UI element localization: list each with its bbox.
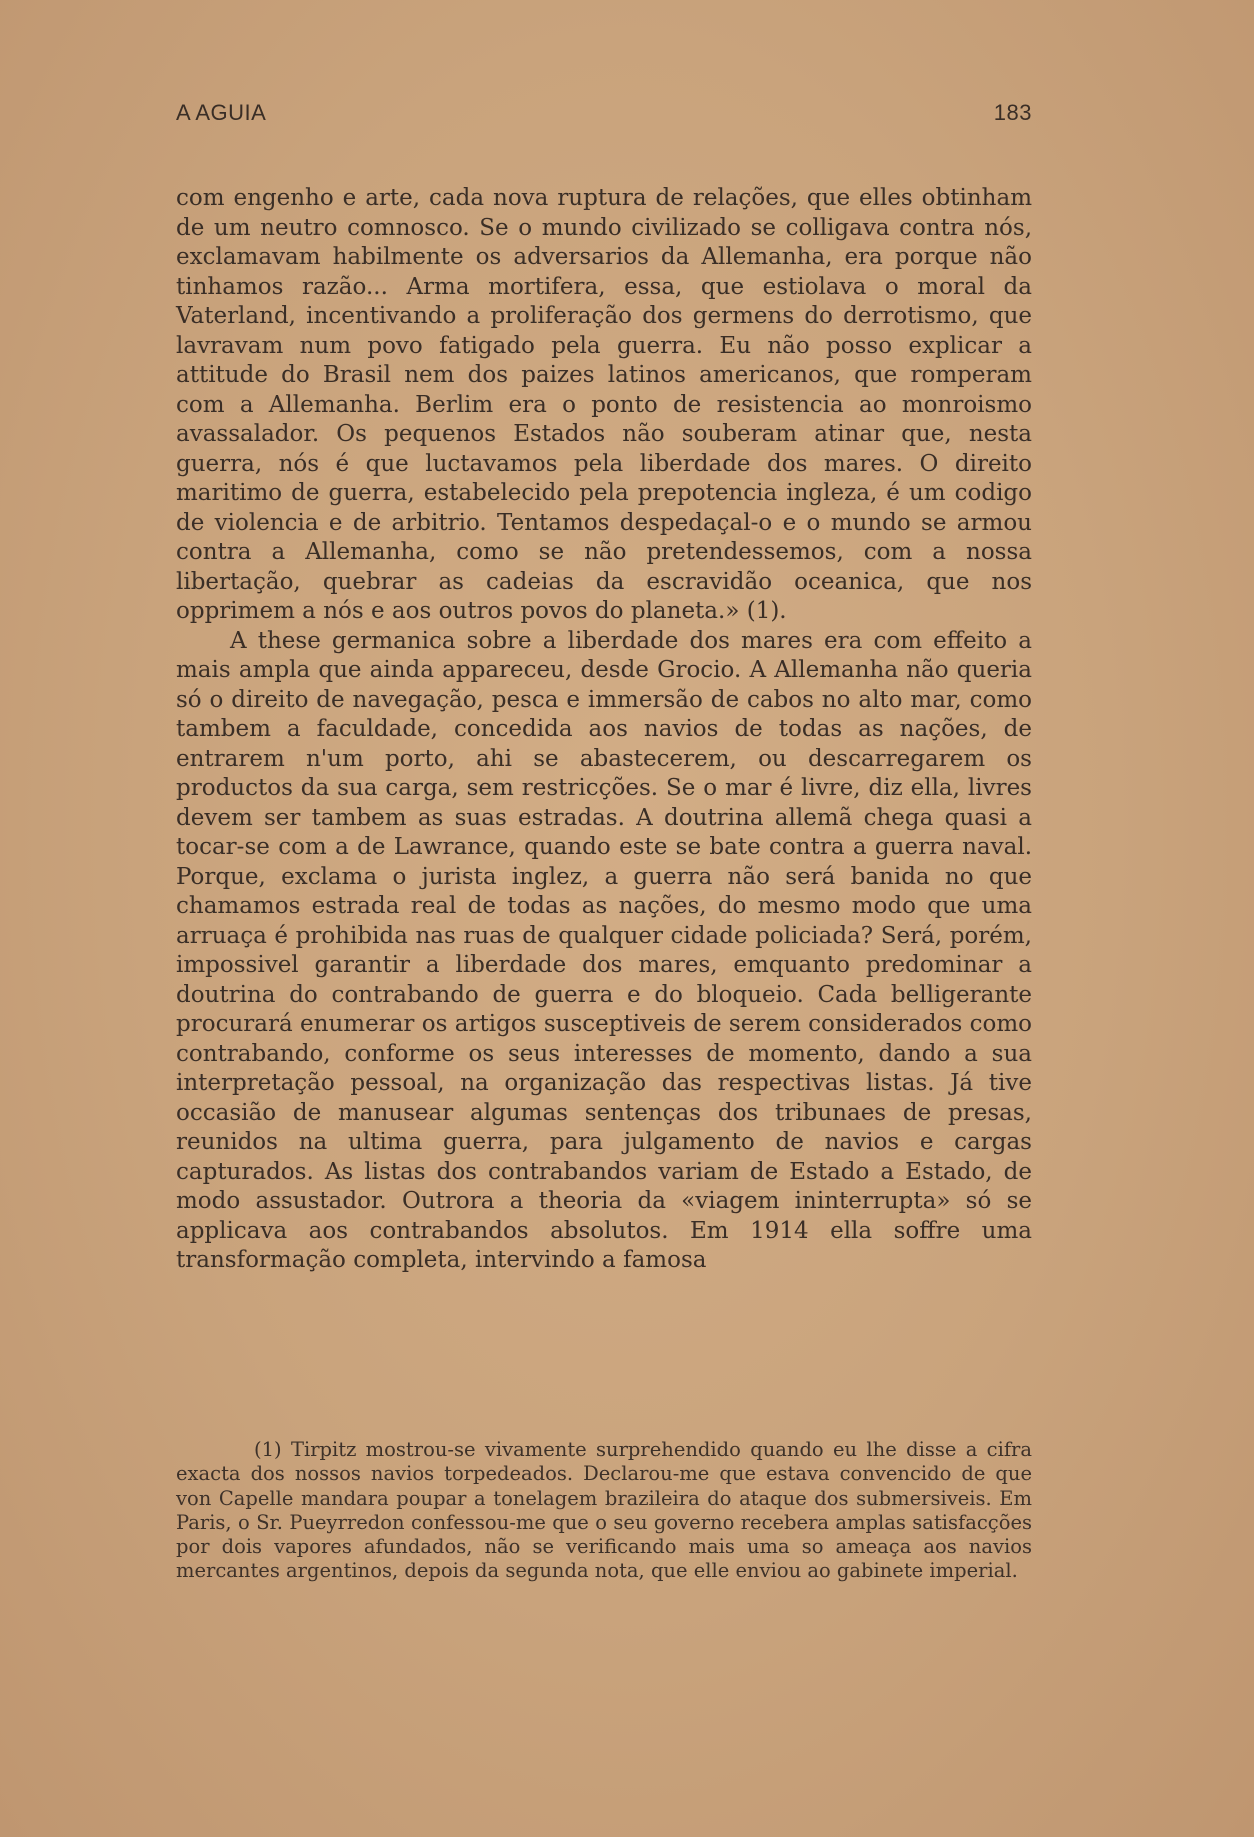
paragraph-1-text: com engenho e arte, cada nova ruptura de relações, que elles obtinham de um neutro comnosco. Se o mundo civilizado se colligava contra nós, exclamavam habilmente os adversarios da Allemanha, era porque não tinhamos razão... Arma mortifera, essa, que estiolava o moral da Vaterland, incentivando a proliferação dos germens do derrotismo, que lavravam num povo fatigado pela guerra. Eu não posso explicar a attitude do Brasil nem dos paizes latinos americanos, que romperam com a Allemanha. Berlim era o ponto de resistencia ao monroismo avassalador. Os pequenos Estados não souberam atinar que, nesta guerra, nós é que luctavamos pela liberdade dos mares. O direito maritimo de guerra, estabelecido pela prepotencia ingleza, é um codigo de violencia e de arbitrio. Tentamos despedaçal-o e o mundo se armou contra a Allemanha, como se não pretendessemos, com a nossa libertação, quebrar as cadeias da escravidão oceanica, que nos opprimem a nós e aos outros povos do planeta.» [176, 185, 1032, 624]
footnote [176, 1438, 1032, 1584]
paragraph-2: A these germanica sobre a liberdade dos mares era com effeito a mais ampla que ainda appareceu, desde Grocio. A Allemanha não queria só o direito de navegação, pesca e immersão de cabos no alto mar, como tambem a faculdade, concedida aos navios de todas as nações, de entrarem n'um porto, ahi se abastecerem, ou descarregarem os productos da sua carga, sem restricções. Se o mar é livre, diz ella, livres devem ser tambem as suas estradas. A doutrina allemã chega quasi a tocar-se com a de Lawrance, quando este se bate contra a guerra naval. Porque, exclama o jurista inglez, a guerra não será banida no que chamamos estrada real de todas as nações, do mesmo modo que uma arruaça é prohibida nas ruas de qualquer cidade policiada? Será, porém, impossivel garantir a liberdade dos mares, emquanto predominar a doutrina do contrabando de guerra e do bloqueio. Cada belligerante procurará enumerar os artigos susceptiveis de serem considerados como contrabando, conforme os seus interesses de momento, dando a sua interpretação pessoal, na organização das respectivas listas. Já tive occasião de manusear algumas sentenças dos tribunaes de presas, reunidos na ultima guerra, para julgamento de navios e cargas capturados. As listas dos contrabandos variam de Estado a Estado, de modo assustador. Outrora a theoria da «viagem ininterrupta» só se applicava aos contrabandos absolutos. Em 1914 ella soffre uma transformação completa, intervindo a famosa [176, 627, 1032, 1273]
footnote-marker: (1) [254, 1438, 282, 1461]
body-text [176, 184, 1032, 1276]
running-head [176, 100, 1032, 132]
running-title: A AGUIA [176, 100, 267, 125]
paragraph-1 [176, 184, 1032, 627]
page-number: 183 [993, 100, 1032, 125]
footnote-reference: (1). [746, 598, 787, 624]
footnote-text: Tirpitz mostrou-se vivamente surprehendido quando eu lhe disse a cifra exacta dos nossos navios torpedeados. Declarou-me que estava convencido de que von Capelle mandara poupar a tonelagem brazileira do ataque dos submersiveis. Em Paris, o Sr. Pueyrredon confessou-me que o seu governo recebera amplas satisfacções por dois vapores afundados, não se verificando mais uma so ameaça aos navios mercantes argentinos, depois da segunda nota, que elle enviou ao gabinete imperial. [176, 1438, 1032, 1583]
